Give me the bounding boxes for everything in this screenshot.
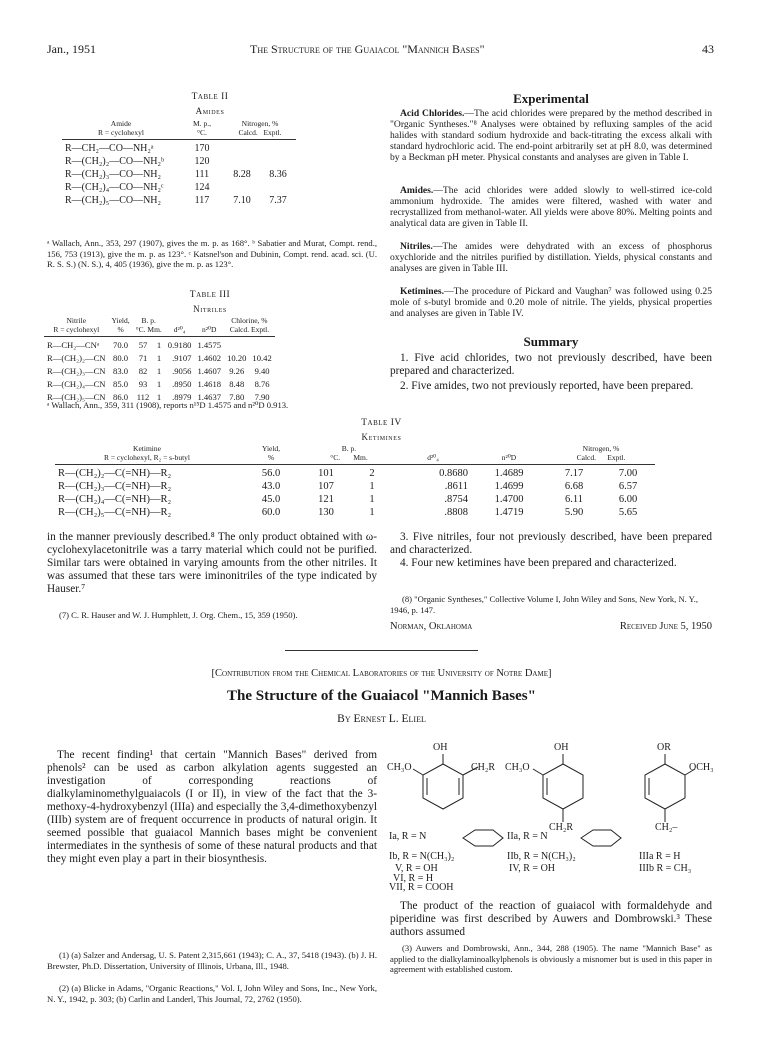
intro-paragraph: The recent finding¹ that certain "Mannich Bases" derived from phenols² can be used as carbon alkylation agents suggested an investigation of corresponding reactions of dialkylaminomethylguaiacols (I or II), in view of the fact that the 3-methoxy-4-hydroxybenzyl (IIIa) and especially the 3,4-dimethoxybenzyl (IIIb) system are of frequent occurrence in products of natural origin. It seemed possible that guaiacol Mannich bases might be convenient intermediates in the synthesis of some of these natural products and that they might even play a part in their biosynthesis. (47, 749, 378, 865)
summary-1: 1. Five acid chlorides, two not previously described, have been prepared and characterized. (390, 352, 712, 377)
label: OR (657, 742, 671, 753)
t2-h-c: °C. (197, 128, 207, 137)
cell: R—(CH₂)₂—C(=NH)—R₂ (58, 468, 172, 479)
footnote-3: (3) Auwers and Dombrowski, Ann., 344, 288 (1905). The name "Mannich Base" as applied to the dialkylaminoalkylphenols is obviously a misnomer but is used in this paper in agreement with established custom. (390, 943, 712, 974)
para-ketimines (390, 286, 712, 319)
benzene-ring-1 (423, 764, 463, 809)
place: Norman, Oklahoma (390, 621, 473, 632)
cell: 111 (194, 169, 210, 180)
cell: 9.40 (254, 366, 270, 376)
cell: 5.65 (618, 507, 638, 518)
t4-h-mm: Mm. (353, 453, 368, 462)
table-row (44, 339, 275, 352)
cell: .8950 (172, 379, 192, 389)
cell: .8979 (172, 392, 192, 402)
para-nitriles (390, 241, 712, 274)
continuation-left: in the manner previously described.⁸ The only product obtained with ω-cyclohexylacetonitrile was a tarry material which could not be purified. Similar tars were obtained in varying amounts from the other nitriles. It was assumed that these tars were iminonitriles of the type indicated by Hauser.⁷ (47, 531, 377, 595)
cell: 1 (369, 481, 375, 492)
cell: R—(CH₂)₃—CO—NH₂ (65, 169, 162, 180)
cell: 170 (194, 143, 210, 154)
cell: R—(CH₂)₄—CN (47, 379, 106, 389)
label: IIa, R = N (507, 831, 548, 842)
t4-h-n: n²⁰D (501, 453, 517, 462)
cell: 121 (318, 494, 334, 505)
cell: 1 (156, 379, 162, 389)
text: —The acid chlorides were prepared by the method described in "Organic Syntheses."⁸ Analyses were obtained by refluxing samples of the acid halides with standard sodium hydroxide and back-titrating the excess alkali with standard hydrochloric acid. The end-point arbitrarily set at pH 8.0, was determined by a Beckman pH meter. Physical constants and analyses are given in Table I. (390, 108, 712, 163)
para-amides (390, 185, 712, 229)
cell: 1 (369, 494, 375, 505)
cell: 5.90 (564, 507, 584, 518)
cell (260, 142, 296, 155)
table3-caption: Table III (189, 290, 231, 300)
label: Ib, R = N(CH₃)₂ (389, 851, 455, 862)
t2-h-mp: M. p., (193, 119, 211, 128)
t2-h-calcd: Calcd. (238, 128, 258, 137)
cell: 1 (156, 366, 162, 376)
t3-h-exptl: Exptl. (250, 325, 270, 334)
table2-title: Amides (195, 106, 225, 116)
cell: 7.90 (254, 392, 270, 402)
footnote-8: (8) "Organic Syntheses," Collective Volume I, John Wiley and Sons, New York, N. Y., 1946, p. 147. (390, 594, 699, 615)
cell: 0.9180 (167, 340, 192, 350)
label: CH₃O (387, 762, 412, 773)
label: IIb, R = N(CH₃)₂ (507, 851, 576, 862)
cell (224, 142, 260, 155)
label: OH (433, 742, 448, 753)
cell: 6.68 (564, 481, 584, 492)
cell: 10.42 (252, 353, 272, 363)
t3-h-mm: Mm. (147, 325, 162, 334)
piperidine-ring-2 (581, 830, 621, 846)
cell: 7.10 (233, 195, 251, 206)
cell: R—(CH₂)₂—CN (47, 353, 106, 363)
label: CH₂R (549, 822, 574, 833)
cell: 8.48 (229, 379, 245, 389)
t4-h-exptl: Exptl. (607, 453, 626, 462)
cell: R—(CH₂)₃—CN (47, 366, 106, 376)
cell: 1.4699 (494, 481, 524, 492)
cell: 1.4700 (494, 494, 524, 505)
table-row (55, 506, 655, 519)
cell: 112 (136, 392, 150, 402)
cell: 1.4575 (197, 340, 222, 350)
experimental-heading: Experimental (513, 91, 589, 106)
t4-h-pct: % (267, 453, 275, 462)
table4 (55, 444, 655, 519)
cell: R—CH₂—CO—NH₂ᵃ (65, 143, 154, 154)
cell: R—(CH₂)₄—CO—NH₂ᶜ (65, 182, 164, 193)
cell: 6.11 (565, 494, 583, 505)
cell: 86.0 (113, 392, 129, 402)
summary-3: 3. Five nitriles, four not previously described, have been prepared and characterized. (390, 531, 712, 556)
t3-h-nitrile: Nitrile (66, 316, 87, 325)
cell: 1 (156, 392, 162, 402)
table-row (55, 480, 655, 493)
cell: 93 (138, 379, 148, 389)
t4-h-yield: Yield, (261, 444, 281, 453)
cell: 107 (318, 481, 334, 492)
cell: 80.0 (113, 353, 129, 363)
footnote-2: (2) (a) Blicke in Adams, "Organic Reactions," Vol. I, John Wiley and Sons, Inc., New York, N. Y., 1942, p. 303; (b) Carlin and Landerl, This Journal, 72, 2762 (1950). (47, 983, 377, 1004)
t4-h-d: d²⁰₄ (427, 453, 439, 462)
cell (260, 155, 296, 168)
t4-h-bp: B. p. (341, 444, 357, 453)
cell: .9056 (172, 366, 192, 376)
byline: By Ernest L. Eliel (337, 713, 426, 725)
cell: 70.0 (113, 340, 129, 350)
footnote-7: (7) C. R. Hauser and W. J. Humphlett, J. Org. Chem., 15, 359 (1950). (59, 610, 298, 620)
cell: 6.57 (618, 481, 638, 492)
piperidine-ring-1 (463, 830, 503, 846)
cell: 2 (369, 468, 375, 479)
benzene-ring-3 (645, 764, 685, 809)
cell (224, 155, 260, 168)
cell: 1.4689 (494, 468, 524, 479)
cell: 8.76 (254, 379, 270, 389)
label: IIIa R = H (639, 851, 681, 862)
cell: 82 (138, 366, 148, 376)
cell: R—(CH₂)₅—CN (47, 392, 106, 402)
summary-heading: Summary (523, 334, 579, 349)
cell: 130 (318, 507, 334, 518)
t3-h-r: R = cyclohexyl (53, 325, 100, 334)
cell: R—(CH₂)₅—C(=NH)—R₂ (58, 507, 172, 518)
cell: 1 (156, 353, 162, 363)
summary-4: 4. Four new ketimines have been prepared and characterized. (400, 557, 677, 569)
table-row (62, 155, 296, 168)
cell: R—CH₂—CNᵃ (47, 340, 100, 350)
cell: 85.0 (113, 379, 129, 389)
cell: 6.00 (618, 494, 638, 505)
t3-h-cl: Chlorine, % (231, 316, 268, 325)
t4-h-calcd: Calcd. (576, 453, 596, 462)
label: OCH₃ (689, 762, 714, 773)
cell: 43.0 (261, 481, 281, 492)
t3-h-pct: % (117, 325, 124, 334)
footnote-1: (1) (a) Salzer and Andersag, U. S. Patent 2,315,661 (1943); C. A., 37, 5418 (1943). (b) J. H. Brewster, Ph.D. Dissertation, University of Illinois, Urbana, Ill., 1948. (47, 950, 377, 971)
label: IIIb R = CH₃ (639, 863, 692, 874)
cell: 1.4719 (494, 507, 524, 518)
t3-h-d: d²⁰₄ (173, 325, 186, 334)
t3-h-yield: Yield, (111, 316, 130, 325)
table3-title: Nitriles (193, 304, 227, 314)
cell (260, 181, 296, 194)
para-acid-chlorides (390, 108, 712, 163)
label: Ketimines. (400, 286, 444, 297)
cell: .8611 (444, 481, 468, 492)
t2-h-exptl: Exptl. (263, 128, 282, 137)
text: —The amides were dehydrated with an excess of phosphorus oxychloride and the nitriles purified by distillation. Yields, physical constants and analyses are given in Table III. (390, 241, 712, 274)
cell: 1 (156, 340, 162, 350)
label: Nitriles. (400, 241, 433, 252)
cell: 57 (138, 340, 148, 350)
label: V, R = OH (395, 863, 438, 874)
label: Ia, R = N (389, 831, 427, 842)
table-row (44, 352, 275, 365)
contribution-line: [Contribution from the Chemical Laboratories of the University of Notre Dame] (211, 668, 552, 679)
t3-h-bp: B. p. (141, 316, 156, 325)
t4-h-r: R = cyclohexyl, R₂ = s-butyl (103, 453, 191, 462)
cell (224, 339, 249, 352)
cell: R—(CH₂)₄—C(=NH)—R₂ (58, 494, 172, 505)
cell: 1.4618 (197, 379, 222, 389)
table-row (62, 194, 296, 207)
cell (249, 339, 274, 352)
text: —The procedure of Pickard and Vaughan⁷ was followed using 0.25 mole of s-butyl bromide and 0.20 mole of nitrile. The yields, physical properties and analyses are given in Table IV. (390, 286, 712, 319)
cell (224, 181, 260, 194)
cell: 1.4602 (197, 353, 222, 363)
t3-h-n: n²⁰D (202, 325, 217, 334)
cell: 10.20 (227, 353, 247, 363)
cell: 0.8680 (439, 468, 468, 479)
benzene-ring-2 (543, 764, 583, 809)
label: IV, R = OH (509, 863, 556, 874)
received-date: Received June 5, 1950 (619, 621, 712, 632)
cell: 120 (194, 156, 210, 167)
cell: 1.4637 (197, 392, 222, 402)
cell: 83.0 (113, 366, 129, 376)
table-row (55, 493, 655, 506)
table2-caption: Table II (191, 92, 229, 102)
table-row (62, 142, 296, 155)
cell: R—(CH₂)₂—CO—NH₂ᵇ (65, 156, 165, 167)
cell: 7.00 (618, 468, 638, 479)
cell: 45.0 (261, 494, 281, 505)
table-row (62, 168, 296, 181)
table4-title: Ketimines (361, 432, 402, 442)
cell: 60.0 (261, 507, 281, 518)
right-paragraph: The product of the reaction of guaiacol with formaldehyde and piperidine was first described by Auwers and Dombrowski.³ These authors assumed (390, 900, 712, 938)
page-number: 43 (702, 42, 714, 56)
t2-h-n: Nitrogen, % (241, 119, 279, 128)
t4-h-n-pct: Nitrogen, % (582, 444, 620, 453)
cell: 71 (138, 353, 148, 363)
cell: 101 (318, 468, 334, 479)
cell: 117 (194, 195, 210, 206)
label: CH₃O (505, 762, 530, 773)
t2-h-amide: Amide (110, 119, 132, 128)
running-header-title: The Structure of the Guaiacol "Mannich Bases" (250, 42, 485, 56)
table-row (44, 378, 275, 391)
cell: 7.17 (564, 468, 584, 479)
table-row (62, 181, 296, 194)
label: OH (554, 742, 569, 753)
cell: 9.26 (229, 366, 245, 376)
table2-footnote: ᵃ Wallach, Ann., 353, 297 (1907), gives the m. p. as 168°. ᵇ Sabatier and Murat, Compt. rend., 156, 753 (1913), give the m. p. as 123°. ᶜ Katsnel'son and Dubinin, Compt. rend. acad. sci. (U. R. S. S.) (N. S.), 4, 405 (1936), give the m. p. as 123°. (47, 238, 377, 269)
label: Amides. (400, 185, 434, 196)
t2-h-r: R = cyclohexyl (98, 128, 144, 137)
cell: 8.28 (233, 169, 251, 180)
cell: 124 (194, 182, 210, 193)
table2 (62, 119, 296, 207)
t4-h-c: °C. (330, 453, 341, 462)
cell: 56.0 (261, 468, 281, 479)
cell: .8754 (444, 494, 468, 505)
structure-figure (383, 742, 723, 882)
label: CH₂– (655, 822, 678, 833)
table-row (44, 365, 275, 378)
cell: 1.4607 (197, 366, 222, 376)
cell: R—(CH₂)₃—C(=NH)—R₂ (58, 481, 172, 492)
t3-h-calcd: Calcd. (229, 325, 250, 334)
cell: .8808 (444, 507, 468, 518)
label: VII, R = COOH (389, 882, 454, 893)
t4-h-ketimine: Ketimine (133, 444, 161, 453)
cell: 8.36 (269, 169, 287, 180)
label: Acid Chlorides. (400, 108, 465, 119)
table-row (55, 467, 655, 480)
article-title: The Structure of the Guaiacol "Mannich Bases" (227, 688, 536, 704)
text: —The acid chlorides were added slowly to well-stirred ice-cold ammonium hydroxide. The amides were filtered, washed with water and recrystallized from methanol-water. All yields were above 80%. Melting points and analytical data are given in Table II. (390, 185, 712, 229)
summary-2: 2. Five amides, two not previously reported, have been prepared. (400, 380, 694, 392)
table3 (44, 316, 275, 404)
cell: 7.80 (229, 392, 245, 402)
table3-footnote: ᵃ Wallach, Ann., 359, 311 (1908), reports n¹⁵D 1.4575 and n²⁰D 0.913. (47, 400, 289, 410)
table4-caption: Table IV (361, 418, 402, 428)
cell: 7.37 (269, 195, 287, 206)
article-divider (285, 650, 478, 651)
label: CH₂R (471, 762, 496, 773)
cell: .9107 (172, 353, 192, 363)
cell: R—(CH₂)₅—CO—NH₂ (65, 195, 162, 206)
t3-h-c: °C. (135, 325, 146, 334)
label: VI, R = H (393, 873, 434, 884)
running-header-date: Jan., 1951 (47, 42, 96, 56)
cell: 1 (369, 507, 375, 518)
